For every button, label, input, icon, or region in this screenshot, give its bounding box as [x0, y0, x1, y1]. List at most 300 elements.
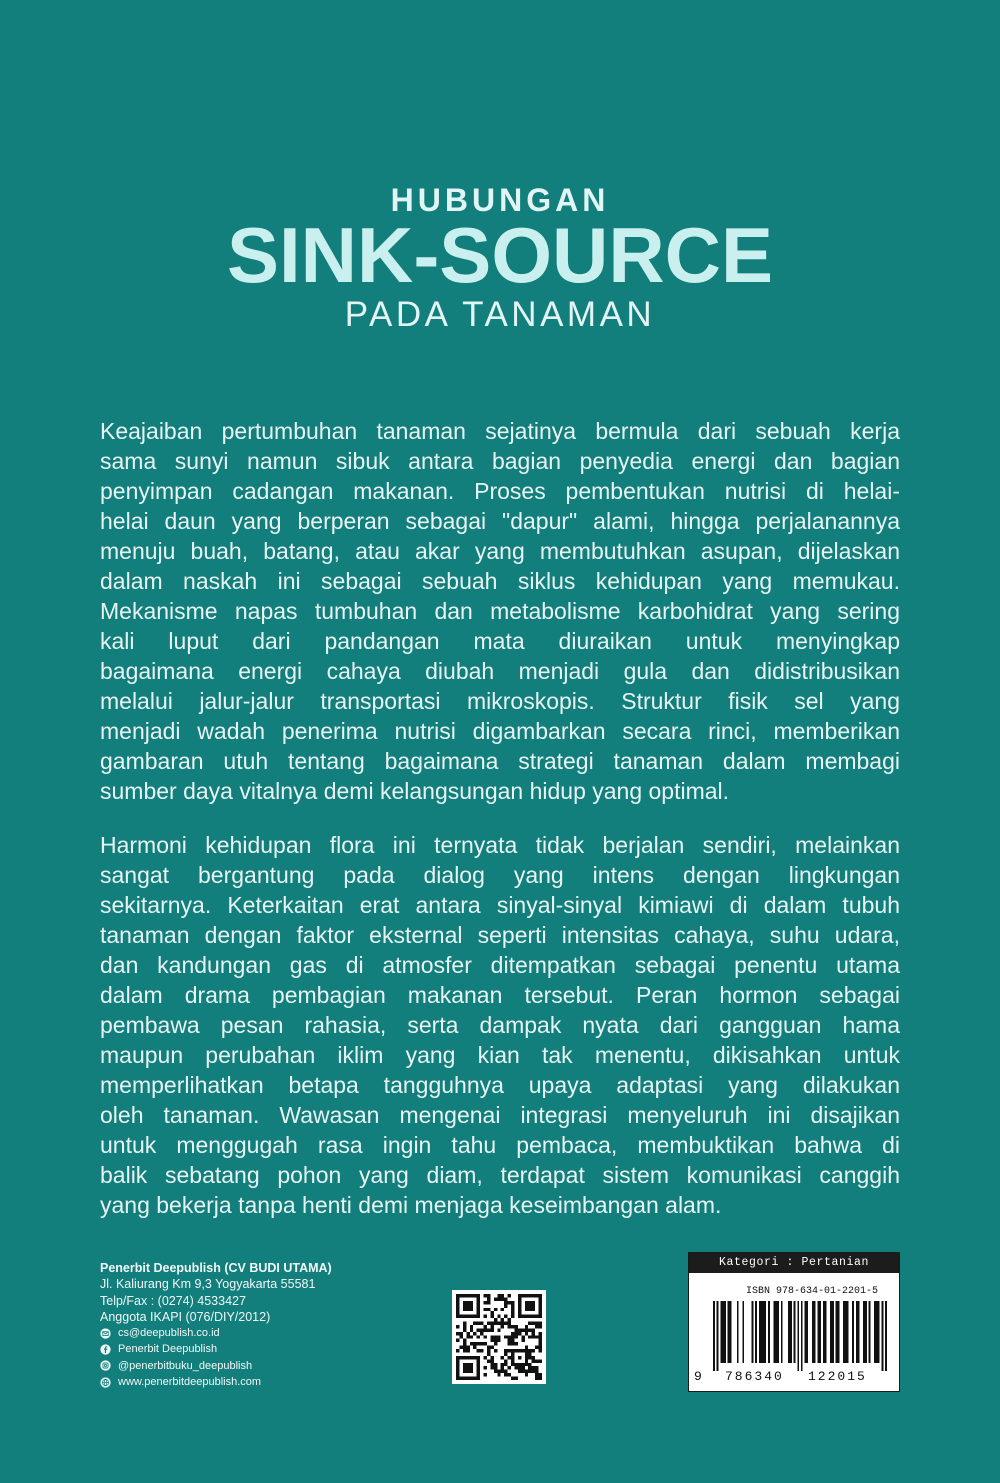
- blurb-line: menuju buah, batang, atau akar yang membutuhkan asupan, dijelaskan: [100, 538, 900, 564]
- barcode-bar: [874, 1301, 876, 1363]
- publisher-phone: Telp/Fax : (0274) 4533427: [100, 1293, 246, 1308]
- qr-module: [477, 1342, 480, 1345]
- qr-module: [473, 1377, 476, 1380]
- qr-module: [514, 1335, 517, 1338]
- qr-module: [521, 1315, 524, 1318]
- publisher-info: [100, 1260, 332, 1390]
- blurb-line: penyimpan cadangan makanan. Proses pembentukan nutrisi di helai-: [100, 478, 900, 504]
- qr-module: [525, 1352, 528, 1355]
- qr-module: [539, 1342, 542, 1345]
- blurb-line: Keajaiban pertumbuhan tanaman sejatinya bermula dari sebuah kerja: [100, 418, 900, 444]
- qr-module: [535, 1370, 538, 1373]
- barcode-bar: [742, 1301, 744, 1363]
- qr-module: [532, 1328, 535, 1331]
- qr-module: [463, 1328, 466, 1331]
- qr-module: [456, 1339, 459, 1342]
- blurb-line: sekitarnya. Keterkaitan erat antara sinyal-sinyal kimiawi di dalam tubuh: [100, 892, 900, 918]
- qr-module: [484, 1315, 487, 1318]
- qr-module: [511, 1359, 514, 1362]
- qr-module: [504, 1370, 507, 1373]
- qr-module: [490, 1366, 493, 1369]
- qr-module: [511, 1377, 514, 1380]
- qr-module: [480, 1322, 483, 1325]
- qr-module: [525, 1359, 528, 1362]
- blurb-line: Harmoni kehidupan flora ini ternyata tidak berjalan sendiri, melainkan: [100, 832, 900, 858]
- blurb-paragraph-2: [100, 830, 900, 1220]
- qr-module: [525, 1328, 528, 1331]
- blurb-line: dalam drama pembagian makanan tersebut. Peran hormon sebagai: [100, 982, 900, 1008]
- qr-module: [521, 1363, 524, 1366]
- qr-module: [532, 1308, 535, 1311]
- facebook-icon: [100, 1344, 111, 1355]
- qr-module: [484, 1328, 487, 1331]
- qr-module: [494, 1370, 497, 1373]
- blurb-line: oleh tanaman. Wawasan mengenai integrasi menyeluruh ini disajikan: [100, 1102, 900, 1128]
- qr-module: [484, 1335, 487, 1338]
- qr-module: [501, 1308, 504, 1311]
- qr-module: [511, 1342, 514, 1345]
- blurb-line: balik sebatang pohon yang diam, terdapat sistem komunikasi canggih: [100, 1162, 900, 1188]
- qr-module: [459, 1377, 462, 1380]
- qr-module: [459, 1335, 462, 1338]
- qr-module: [490, 1363, 493, 1366]
- blurb-line: gambaran utuh tentang bagaimana strategi tanaman dalam membagi: [100, 748, 900, 774]
- barcode-bar: [885, 1301, 887, 1371]
- qr-module: [511, 1301, 514, 1304]
- qr-module: [480, 1349, 483, 1352]
- qr-module: [518, 1370, 521, 1373]
- qr-module: [528, 1322, 531, 1325]
- qr-module: [466, 1356, 469, 1359]
- qr-module: [497, 1294, 500, 1297]
- barcode-bar: [788, 1301, 790, 1363]
- qr-module: [463, 1346, 466, 1349]
- barcode-bar: [830, 1301, 832, 1363]
- qr-module: [508, 1335, 511, 1338]
- qr-module: [456, 1297, 459, 1300]
- qr-module: [456, 1373, 459, 1376]
- qr-module: [528, 1335, 531, 1338]
- qr-module: [518, 1297, 521, 1300]
- qr-module: [456, 1332, 459, 1335]
- blurb-line: memperlihatkan betapa tangguhnya upaya adaptasi yang dilakukan: [100, 1072, 900, 1098]
- qr-module: [487, 1349, 490, 1352]
- qr-module: [514, 1328, 517, 1331]
- qr-module: [518, 1332, 521, 1335]
- qr-module: [477, 1373, 480, 1376]
- category-label: Kategori : Pertanian: [689, 1253, 899, 1273]
- qr-module: [473, 1342, 476, 1345]
- barcode-bar: [713, 1301, 715, 1371]
- qr-module: [487, 1346, 490, 1349]
- qr-module: [487, 1352, 490, 1355]
- qr-module: [532, 1332, 535, 1335]
- qr-module: [508, 1366, 511, 1369]
- qr-module: [508, 1322, 511, 1325]
- qr-module: [456, 1304, 459, 1307]
- qr-module: [535, 1346, 538, 1349]
- qr-module: [487, 1294, 490, 1297]
- qr-module: [456, 1349, 459, 1352]
- blurb-line: kali luput dari pandangan mata diuraikan untuk menyingkap: [100, 628, 900, 654]
- barcode-bar: [724, 1301, 726, 1363]
- barcode-bars: [713, 1301, 887, 1371]
- qr-module: [497, 1328, 500, 1331]
- qr-module: [525, 1363, 528, 1366]
- qr-module: [528, 1363, 531, 1366]
- qr-module: [511, 1335, 514, 1338]
- qr-module: [477, 1366, 480, 1369]
- qr-module: [501, 1366, 504, 1369]
- qr-module: [535, 1315, 538, 1318]
- qr-module: [504, 1322, 507, 1325]
- qr-module: [504, 1352, 507, 1355]
- qr-module: [508, 1318, 511, 1321]
- blurb-line: helai daun yang berperan sebagai "dapur" alami, hingga perjalanannya: [100, 508, 900, 534]
- barcode-bar: [773, 1301, 775, 1363]
- qr-module: [470, 1308, 473, 1311]
- qr-module: [490, 1322, 493, 1325]
- qr-module: [501, 1294, 504, 1297]
- barcode-bar: [845, 1301, 847, 1363]
- qr-module: [459, 1294, 462, 1297]
- qr-module: [501, 1297, 504, 1300]
- qr-module: [477, 1294, 480, 1297]
- qr-module: [508, 1342, 511, 1345]
- qr-module: [532, 1349, 535, 1352]
- qr-code[interactable]: [452, 1290, 546, 1384]
- contact-facebook[interactable]: [100, 1341, 332, 1357]
- qr-module: [521, 1349, 524, 1352]
- qr-module: [528, 1294, 531, 1297]
- barcode-bar: [812, 1301, 814, 1363]
- contact-email[interactable]: [100, 1325, 332, 1341]
- barcode-bar: [790, 1301, 792, 1363]
- qr-module: [463, 1366, 466, 1369]
- instagram-icon: [100, 1360, 111, 1371]
- qr-module: [525, 1294, 528, 1297]
- qr-module: [521, 1339, 524, 1342]
- qr-module: [504, 1359, 507, 1362]
- qr-module: [463, 1356, 466, 1359]
- qr-module: [501, 1325, 504, 1328]
- barcode-bar: [762, 1301, 764, 1363]
- qr-module: [466, 1301, 469, 1304]
- qr-module: [528, 1352, 531, 1355]
- qr-module: [528, 1349, 531, 1352]
- qr-module: [466, 1308, 469, 1311]
- qr-module: [532, 1335, 535, 1338]
- qr-module: [518, 1315, 521, 1318]
- qr-module: [511, 1304, 514, 1307]
- barcode-bar: [764, 1301, 766, 1363]
- qr-module: [511, 1349, 514, 1352]
- qr-module: [463, 1308, 466, 1311]
- qr-module: [470, 1304, 473, 1307]
- qr-module: [511, 1311, 514, 1314]
- qr-module: [470, 1377, 473, 1380]
- qr-module: [459, 1346, 462, 1349]
- qr-module: [528, 1328, 531, 1331]
- qr-module: [494, 1339, 497, 1342]
- qr-module: [463, 1304, 466, 1307]
- barcode-bar: [781, 1301, 783, 1363]
- qr-module: [473, 1356, 476, 1359]
- blurb-line: bagaimana energi cahaya diubah menjadi gula dan didistribusikan: [100, 658, 900, 684]
- qr-module: [518, 1301, 521, 1304]
- qr-module: [514, 1325, 517, 1328]
- qr-module: [484, 1301, 487, 1304]
- qr-module: [497, 1297, 500, 1300]
- qr-module: [456, 1359, 459, 1362]
- qr-module: [504, 1315, 507, 1318]
- qr-module: [511, 1332, 514, 1335]
- qr-module: [528, 1366, 531, 1369]
- blurb-line: sama sunyi namun sibuk antara bagian penyedia energi dan bagian: [100, 448, 900, 474]
- qr-module: [532, 1315, 535, 1318]
- barcode-bar: [832, 1301, 834, 1363]
- qr-module: [511, 1356, 514, 1359]
- qr-module: [477, 1311, 480, 1314]
- barcode-bar: [777, 1301, 779, 1363]
- qr-module: [470, 1325, 473, 1328]
- qr-module: [494, 1297, 497, 1300]
- blurb-line: maupun perubahan iklim yang kian tak menentu, dikisahkan untuk: [100, 1042, 900, 1068]
- barcode-digits-right: 122015: [808, 1369, 867, 1384]
- qr-module: [484, 1325, 487, 1328]
- qr-module: [477, 1377, 480, 1380]
- barcode-bar: [856, 1301, 858, 1363]
- qr-module: [514, 1349, 517, 1352]
- qr-module: [511, 1339, 514, 1342]
- qr-module: [528, 1304, 531, 1307]
- qr-module: [466, 1294, 469, 1297]
- qr-module: [480, 1332, 483, 1335]
- barcode-bar: [847, 1301, 849, 1363]
- qr-module: [514, 1363, 517, 1366]
- qr-module: [532, 1301, 535, 1304]
- barcode-bar: [852, 1301, 854, 1363]
- qr-module: [487, 1301, 490, 1304]
- qr-module: [494, 1349, 497, 1352]
- qr-module: [484, 1366, 487, 1369]
- qr-module: [456, 1363, 459, 1366]
- qr-module: [501, 1363, 504, 1366]
- qr-module: [494, 1342, 497, 1345]
- qr-module: [501, 1318, 504, 1321]
- qr-module: [501, 1322, 504, 1325]
- qr-module: [518, 1356, 521, 1359]
- qr-module: [528, 1315, 531, 1318]
- blurb-line: yang bekerja tanpa henti demi menjaga keseimbangan alam.: [100, 1192, 722, 1218]
- contact-instagram-text[interactable]: @penerbitbuku_deepublish: [118, 1359, 253, 1372]
- qr-module: [456, 1377, 459, 1380]
- qr-module: [490, 1335, 493, 1338]
- qr-module: [456, 1370, 459, 1373]
- qr-module: [463, 1339, 466, 1342]
- qr-module: [518, 1311, 521, 1314]
- qr-module: [535, 1325, 538, 1328]
- qr-module: [456, 1301, 459, 1304]
- barcode-bar: [759, 1301, 761, 1363]
- qr-module: [521, 1294, 524, 1297]
- qr-module: [484, 1356, 487, 1359]
- qr-module: [470, 1366, 473, 1369]
- qr-module: [532, 1304, 535, 1307]
- qr-module: [487, 1328, 490, 1331]
- qr-module: [525, 1325, 528, 1328]
- qr-module: [477, 1304, 480, 1307]
- contact-facebook-text[interactable]: Penerbit Deepublish: [118, 1343, 218, 1356]
- qr-module: [528, 1370, 531, 1373]
- qr-module: [504, 1301, 507, 1304]
- qr-module: [532, 1356, 535, 1359]
- qr-module: [525, 1370, 528, 1373]
- qr-module: [463, 1315, 466, 1318]
- qr-module: [477, 1328, 480, 1331]
- qr-module: [497, 1370, 500, 1373]
- qr-module: [494, 1308, 497, 1311]
- qr-module: [525, 1304, 528, 1307]
- qr-module: [532, 1366, 535, 1369]
- qr-module: [504, 1373, 507, 1376]
- barcode-bar: [819, 1301, 821, 1363]
- qr-module: [456, 1294, 459, 1297]
- title-line-sink-source: SINK-SOURCE: [226, 211, 774, 299]
- barcode-bar: [869, 1301, 871, 1363]
- qr-module: [525, 1349, 528, 1352]
- qr-module: [535, 1366, 538, 1369]
- qr-module: [477, 1322, 480, 1325]
- barcode-digit-first: 9: [694, 1369, 704, 1384]
- qr-module: [508, 1349, 511, 1352]
- publisher-name: Penerbit Deepublish (CV BUDI UTAMA): [100, 1261, 332, 1275]
- qr-module: [501, 1356, 504, 1359]
- contact-email-text[interactable]: cs@deepublish.co.id: [118, 1327, 220, 1340]
- contact-website[interactable]: [100, 1374, 332, 1390]
- qr-module: [518, 1363, 521, 1366]
- qr-module: [521, 1366, 524, 1369]
- qr-module: [473, 1294, 476, 1297]
- qr-module: [539, 1308, 542, 1311]
- qr-module: [463, 1349, 466, 1352]
- qr-module: [480, 1328, 483, 1331]
- qr-module: [494, 1335, 497, 1338]
- qr-code-icon: [456, 1294, 542, 1380]
- qr-module: [539, 1359, 542, 1362]
- blurb-line: sumber daya vitalnya demi kelangsungan hidup yang optimal.: [100, 778, 730, 804]
- qr-module: [470, 1335, 473, 1338]
- publisher-address: Jl. Kaliurang Km 9,3 Yogyakarta 55581: [100, 1277, 316, 1292]
- qr-module: [532, 1359, 535, 1362]
- qr-module: [466, 1315, 469, 1318]
- barcode-bar: [825, 1301, 827, 1363]
- qr-module: [466, 1377, 469, 1380]
- blurb-paragraph-1: [100, 416, 900, 806]
- barcode-bar: [858, 1301, 860, 1363]
- qr-module: [539, 1304, 542, 1307]
- isbn-barcode-box: [688, 1252, 900, 1392]
- qr-module: [466, 1349, 469, 1352]
- qr-module: [497, 1315, 500, 1318]
- qr-module: [497, 1339, 500, 1342]
- qr-module: [490, 1328, 493, 1331]
- qr-module: [539, 1377, 542, 1380]
- qr-module: [521, 1335, 524, 1338]
- qr-module: [532, 1322, 535, 1325]
- qr-module: [501, 1370, 504, 1373]
- qr-module: [525, 1332, 528, 1335]
- qr-module: [525, 1315, 528, 1318]
- blurb-line: tanaman dengan faktor eksternal seperti intensitas cahaya, suhu udara,: [100, 922, 900, 948]
- barcode-bar: [801, 1301, 803, 1371]
- barcode-bar: [882, 1301, 884, 1371]
- barcode-bar: [843, 1301, 845, 1363]
- qr-module: [484, 1373, 487, 1376]
- qr-module: [470, 1370, 473, 1373]
- qr-module: [535, 1377, 538, 1380]
- barcode-bar: [838, 1301, 840, 1363]
- blurb-line: dan kandungan gas di atmosfer ditempatkan sebagai penentu utama: [100, 952, 900, 978]
- blurb-line: melalui jalur-jalur transportasi mikroskopis. Struktur fisik sel yang: [100, 688, 900, 714]
- contact-website-text[interactable]: www.penerbitdeepublish.com: [118, 1376, 262, 1389]
- qr-module: [463, 1301, 466, 1304]
- qr-module: [490, 1356, 493, 1359]
- barcode-bar: [751, 1301, 753, 1363]
- qr-module: [459, 1332, 462, 1335]
- title-line-pada-tanaman: PADA TANAMAN: [344, 295, 656, 334]
- qr-module: [508, 1356, 511, 1359]
- qr-module: [494, 1366, 497, 1369]
- barcode-bar: [761, 1301, 763, 1363]
- qr-module: [490, 1315, 493, 1318]
- qr-module: [487, 1297, 490, 1300]
- qr-module: [539, 1311, 542, 1314]
- qr-module: [477, 1315, 480, 1318]
- qr-module: [470, 1301, 473, 1304]
- qr-module: [490, 1339, 493, 1342]
- qr-module: [504, 1363, 507, 1366]
- qr-module: [456, 1311, 459, 1314]
- qr-module: [539, 1332, 542, 1335]
- qr-module: [459, 1315, 462, 1318]
- contact-instagram[interactable]: [100, 1358, 332, 1374]
- qr-module: [532, 1370, 535, 1373]
- qr-module: [484, 1342, 487, 1345]
- qr-module: [539, 1315, 542, 1318]
- qr-module: [477, 1359, 480, 1362]
- qr-module: [525, 1356, 528, 1359]
- qr-module: [539, 1339, 542, 1342]
- barcode-digits-left: 786340: [725, 1369, 784, 1384]
- qr-module: [539, 1322, 542, 1325]
- qr-module: [518, 1304, 521, 1307]
- qr-module: [504, 1297, 507, 1300]
- barcode-bar: [836, 1301, 838, 1363]
- qr-module: [518, 1328, 521, 1331]
- email-icon: [100, 1328, 111, 1339]
- qr-module: [463, 1322, 466, 1325]
- qr-module: [477, 1363, 480, 1366]
- qr-module: [477, 1356, 480, 1359]
- qr-module: [528, 1301, 531, 1304]
- qr-module: [463, 1342, 466, 1345]
- qr-module: [525, 1373, 528, 1376]
- qr-module: [477, 1301, 480, 1304]
- isbn-label: ISBN 978-634-01-2201-5: [745, 1286, 878, 1297]
- barcode-bar: [717, 1301, 719, 1371]
- blurb-line: menjadi wadah penerima nutrisi digambarkan secara rinci, memberikan: [100, 718, 900, 744]
